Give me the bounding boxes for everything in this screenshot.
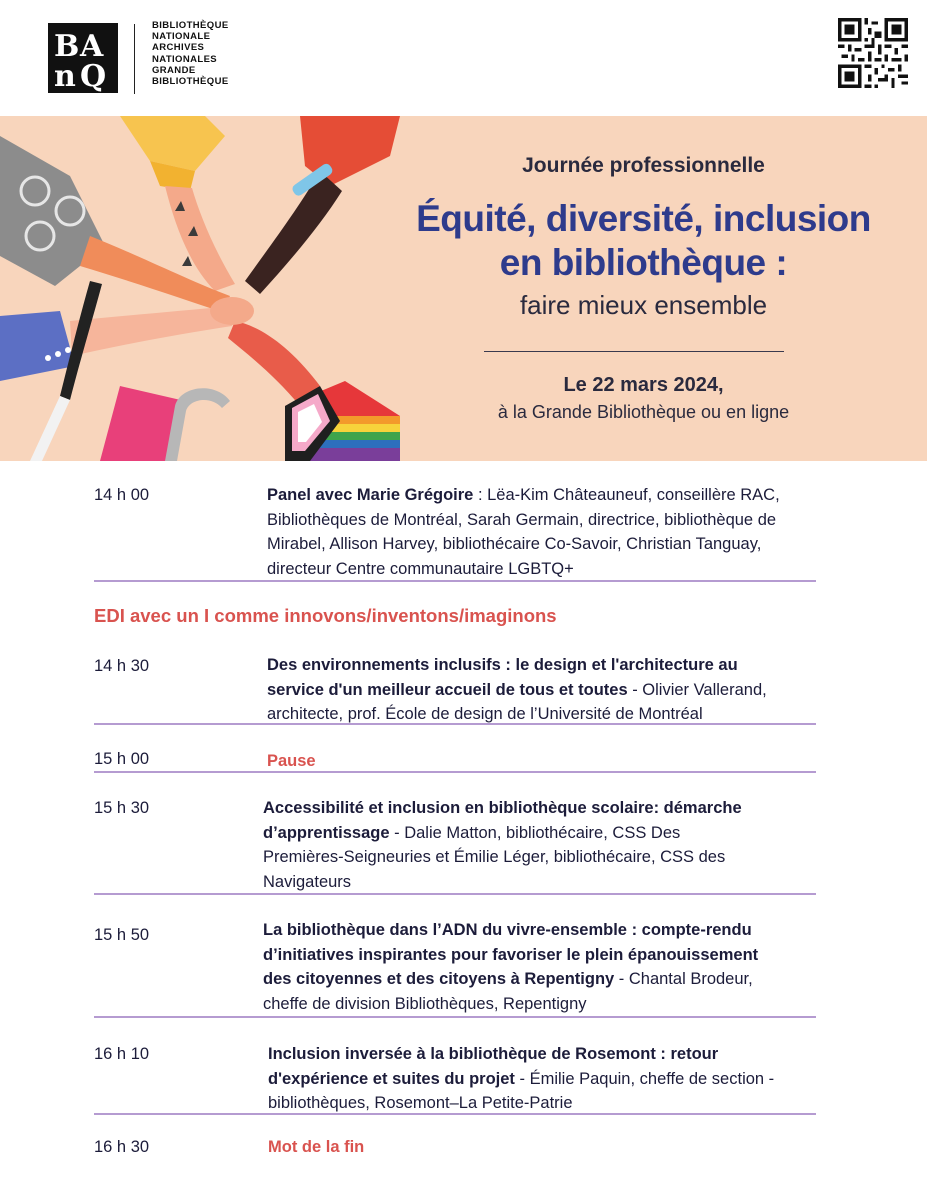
session-speakers: - Émilie Paquin, cheffe de section -: [514, 1069, 775, 1088]
session-title: des citoyennes et des citoyens à Repentigny: [263, 970, 615, 988]
closing-remarks-label: Mot de la fin: [268, 1138, 365, 1156]
session-time: 14 h 00: [94, 486, 150, 504]
organization-name: [152, 20, 229, 87]
session-title: service d'un meilleur accueil de tous et toutes: [267, 680, 628, 699]
session-time: 15 h 30: [94, 799, 150, 817]
session-speakers: - Chantal Brodeur,: [614, 970, 753, 988]
session-title: d'expérience et suites du projet: [268, 1069, 515, 1088]
org-line: BIBLIOTHÈQUE: [152, 76, 229, 88]
session-title: d’initiatives inspirantes pour favoriser le plein épanouissement: [263, 945, 759, 964]
session-description: [263, 918, 758, 1016]
session-speakers: Navigateurs: [263, 872, 352, 891]
session-speakers: - Olivier Vallerand,: [627, 680, 767, 699]
session-description: [263, 796, 742, 894]
session-title: Des environnements inclusifs : le design et l'architecture au: [267, 656, 738, 674]
session-speakers: Premières-Seigneuries et Émilie Léger, bibliothécaire, CSS des: [263, 848, 726, 866]
banq-logo-mark: [48, 23, 118, 93]
org-line: BIBLIOTHÈQUE: [152, 20, 229, 31]
schedule-divider: [94, 1016, 816, 1018]
banq-logo: [48, 23, 118, 93]
svg-text:B: B: [54, 29, 80, 64]
event-location: à la Grande Bibliothèque ou en ligne: [497, 402, 790, 422]
session-speakers: architecte, prof. École de design de l’Université de Montréal: [267, 705, 703, 723]
event-banner: [0, 116, 927, 461]
svg-text:A: A: [80, 29, 104, 64]
break-label: Pause: [267, 752, 316, 770]
event-kicker: Journée professionnelle: [522, 154, 765, 177]
schedule-divider: [94, 771, 816, 773]
session-speakers: Bibliothèques de Montréal, Sarah Germain, directrice, bibliothèque de: [267, 510, 777, 529]
schedule-divider: [94, 1113, 816, 1115]
session-title: Accessibilité et inclusion en bibliothèque scolaire: démarche: [263, 799, 742, 817]
org-line: NATIONALES: [152, 53, 218, 65]
session-title: Inclusion inversée à la bibliothèque de Rosemont : retour: [268, 1045, 719, 1063]
logo-divider: [134, 24, 135, 94]
diverse-hands-illustration: [0, 116, 400, 461]
session-description: [267, 653, 767, 727]
org-line: ARCHIVES: [152, 42, 205, 54]
session-description: [268, 1042, 774, 1116]
session-title: d’apprentissage: [263, 823, 390, 842]
session-time: 14 h 30: [94, 657, 150, 675]
session-speakers: directeur Centre communautaire LGBTQ+: [267, 559, 574, 578]
session-title: Panel avec Marie Grégoire: [267, 486, 474, 504]
session-time: 16 h 10: [94, 1045, 150, 1063]
session-time: 15 h 00: [94, 750, 150, 768]
session-speakers: cheffe de division Bibliothèques, Repentigny: [263, 994, 587, 1013]
session-speakers: Mirabel, Allison Harvey, bibliothécaire Co-Savoir, Christian Tanguay,: [267, 535, 762, 553]
session-time: 15 h 50: [94, 926, 150, 944]
session-title: La bibliothèque dans l’ADN du vivre-ensemble : compte-rendu: [263, 921, 752, 939]
session-description: [267, 483, 780, 581]
section-title: EDI avec un I comme innovons/inventons/imaginons: [94, 605, 557, 626]
session-speakers: : Lëa-Kim Châteauneuf, conseillère RAC,: [473, 486, 780, 504]
schedule-divider: [94, 580, 816, 582]
org-line: NATIONALE: [152, 31, 211, 43]
event-title-line-1: Équité, diversité, inclusion: [416, 198, 871, 239]
event-subtitle: faire mieux ensemble: [519, 290, 768, 320]
svg-text:Q: Q: [80, 59, 107, 93]
svg-text:n: n: [54, 59, 76, 93]
org-line: GRANDE: [152, 64, 196, 76]
event-title-line-2: en bibliothèque :: [499, 242, 788, 283]
qr-code[interactable]: [838, 18, 908, 88]
banner-divider: [484, 351, 784, 352]
session-speakers: bibliothèques, Rosemont–La Petite-Patrie: [268, 1094, 573, 1112]
schedule-divider: [94, 723, 816, 725]
session-time: 16 h 30: [94, 1138, 150, 1156]
schedule-divider: [94, 893, 816, 895]
session-speakers: - Dalie Matton, bibliothécaire, CSS Des: [389, 823, 681, 842]
event-date: Le 22 mars 2024,: [563, 374, 724, 396]
